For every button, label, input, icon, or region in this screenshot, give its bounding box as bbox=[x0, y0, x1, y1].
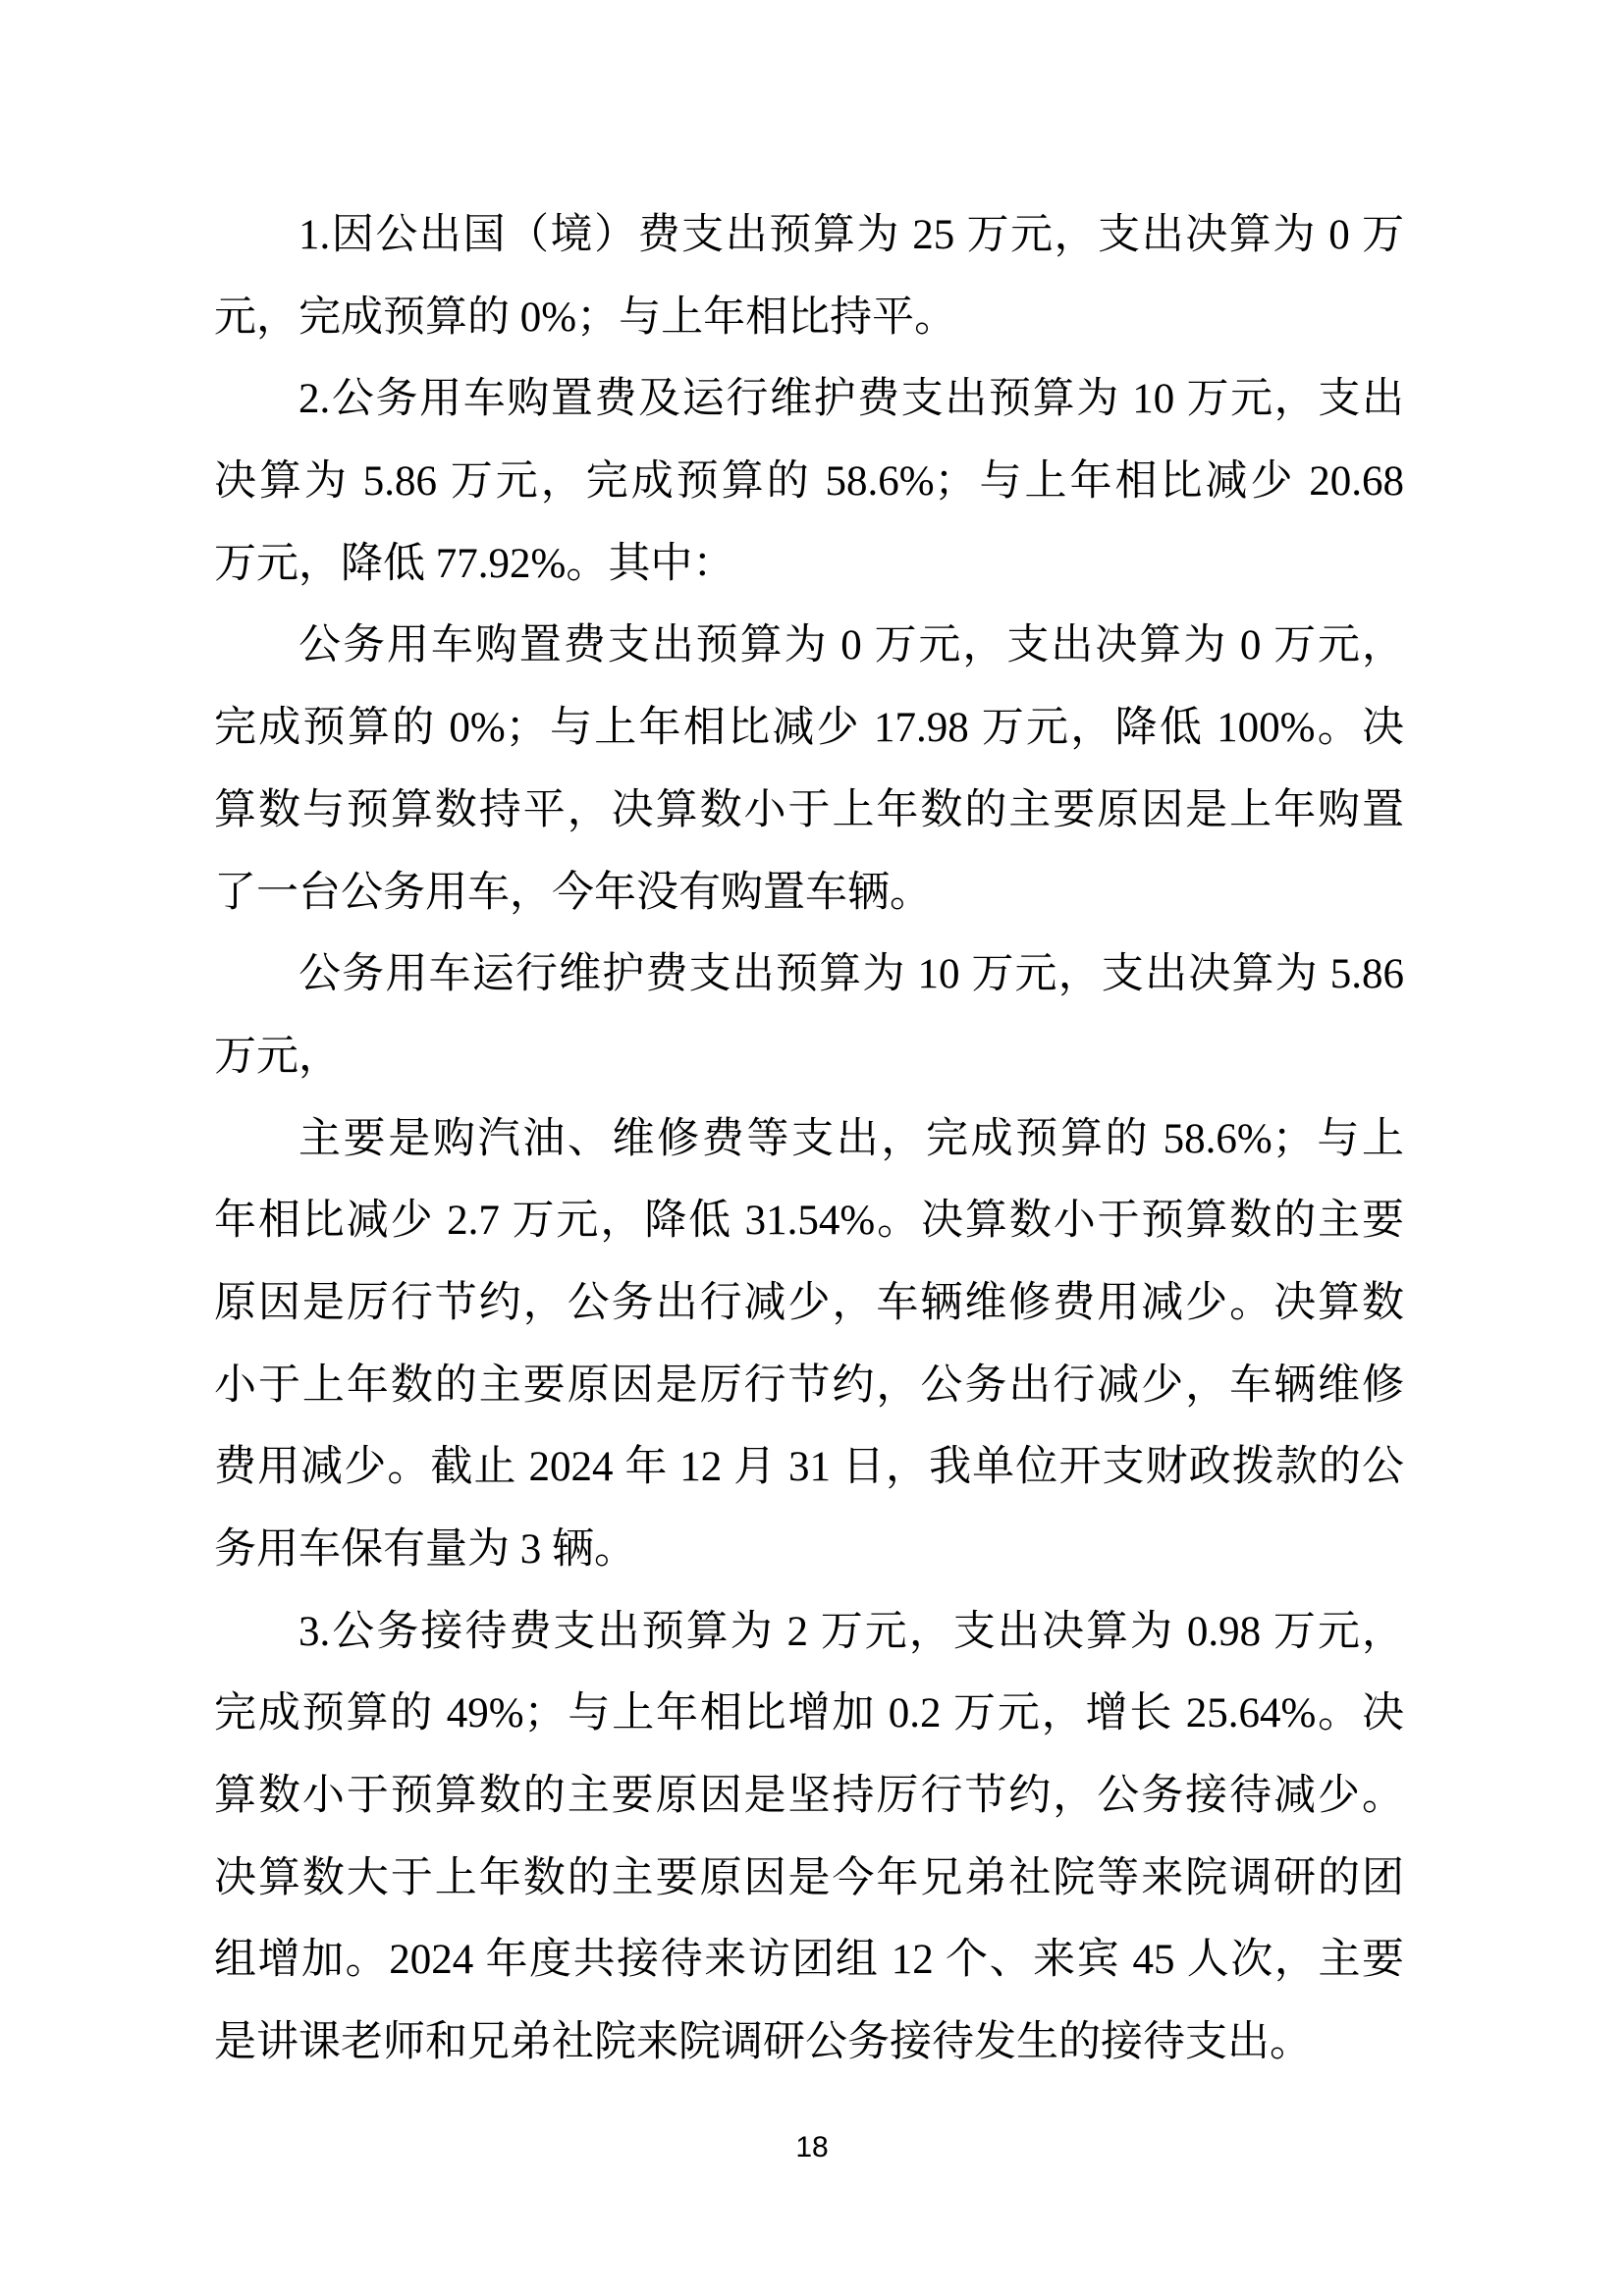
page-number: 18 bbox=[795, 2131, 829, 2163]
text-line: 算数小于预算数的主要原因是坚持厉行节约，公务接待减少。 bbox=[214, 1773, 1404, 1820]
text-line: 完成预算的 49%；与上年相比增加 0.2 万元，增长 25.64%。决 bbox=[214, 1690, 1404, 1737]
text-line: 费用减少。截止 2024 年 12 月 31 日，我单位开支财政拨款的公 bbox=[214, 1444, 1404, 1491]
text-line: 主要是购汽油、维修费等支出，完成预算的 58.6%；与上 bbox=[298, 1115, 1404, 1162]
text-line: 年相比减少 2.7 万元，降低 31.54%。决算数小于预算数的主要 bbox=[214, 1198, 1404, 1245]
text-line: 了一台公务用车，今年没有购置车辆。 bbox=[214, 869, 932, 916]
text-line: 组增加。2024 年度共接待来访团组 12 个、来宾 45 人次，主要 bbox=[214, 1937, 1404, 1984]
body-text bbox=[214, 194, 1404, 2084]
text-line: 公务用车运行维护费支出预算为 10 万元，支出决算为 5.86 bbox=[298, 951, 1404, 998]
text-line: 万元， bbox=[214, 1033, 341, 1080]
text-line: 1.因公出国（境）费支出预算为 25 万元，支出决算为 0 万 bbox=[298, 212, 1404, 258]
text-line: 小于上年数的主要原因是厉行节约，公务出行减少，车辆维修 bbox=[214, 1362, 1404, 1409]
text-line: 万元，降低 77.92%。其中： bbox=[214, 540, 735, 587]
text-line: 算数与预算数持平，决算数小于上年数的主要原因是上年购置 bbox=[214, 786, 1404, 833]
text-line: 元，完成预算的 0%；与上年相比持平。 bbox=[214, 294, 957, 341]
text-line: 公务用车购置费支出预算为 0 万元，支出决算为 0 万元， bbox=[298, 622, 1404, 669]
text-line: 决算为 5.86 万元，完成预算的 58.6%；与上年相比减少 20.68 bbox=[214, 458, 1404, 506]
text-line: 决算数大于上年数的主要原因是今年兄弟社院等来院调研的团 bbox=[214, 1854, 1404, 1901]
text-line: 2.公务用车购置费及运行维护费支出预算为 10 万元，支出 bbox=[298, 376, 1404, 423]
text-line: 3.公务接待费支出预算为 2 万元，支出决算为 0.98 万元， bbox=[298, 1608, 1404, 1655]
text-line: 完成预算的 0%；与上年相比减少 17.98 万元，降低 100%。决 bbox=[214, 705, 1404, 752]
text-line: 是讲课老师和兄弟社院来院调研公务接待发生的接待支出。 bbox=[214, 2019, 1312, 2066]
text-line: 原因是厉行节约，公务出行减少，车辆维修费用减少。决算数 bbox=[214, 1279, 1404, 1326]
text-line: 务用车保有量为 3 辆。 bbox=[214, 1526, 636, 1573]
